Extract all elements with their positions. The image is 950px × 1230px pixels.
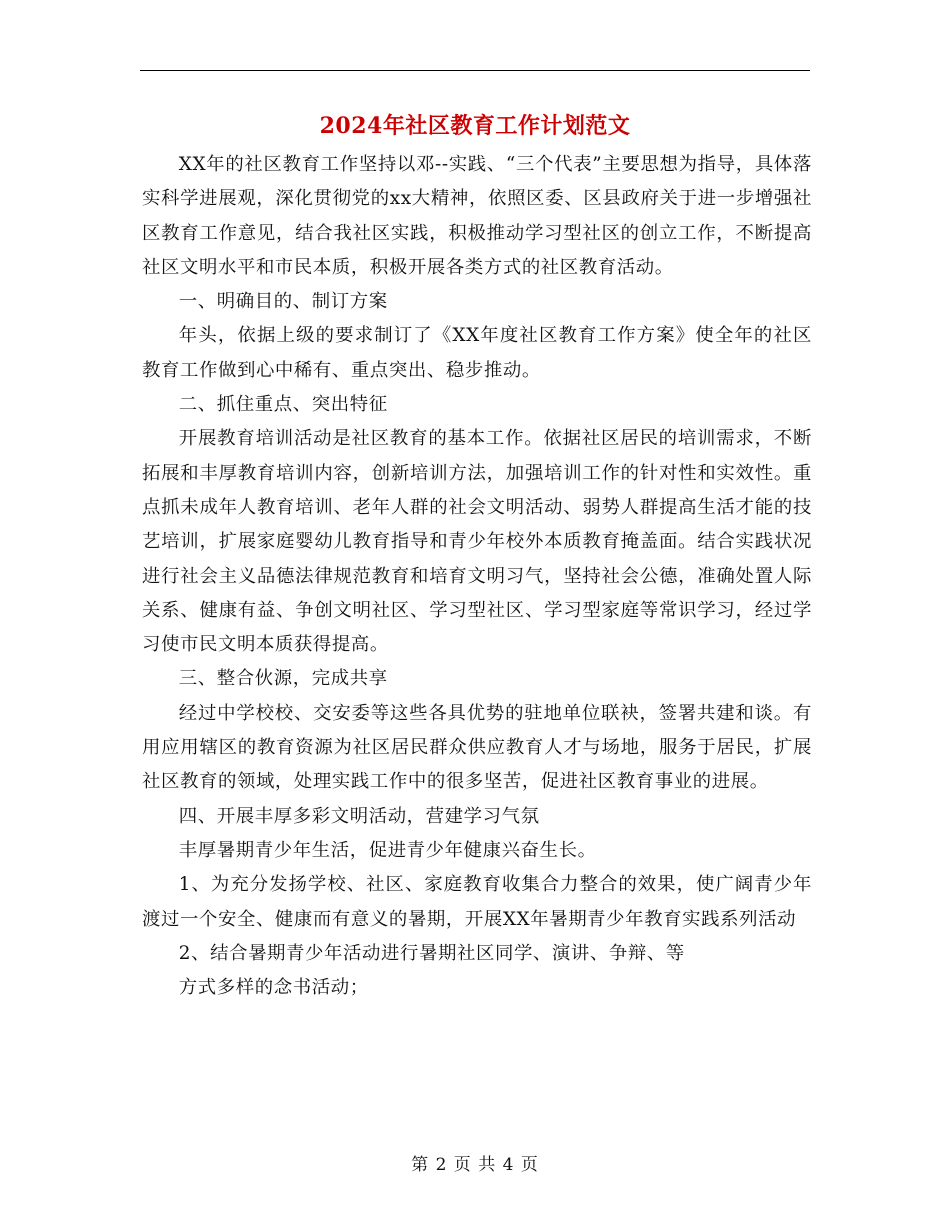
paragraph-section-4: 丰厚暑期青少年生活，促进青少年健康兴奋生长。 xyxy=(178,839,597,861)
paragraph-intro: XX年的社区教育工作坚持以邓--实践、“三个代表”主要思想为指导，具体落实科学进展观，深化贯彻党的xx大精神，依照区委、区县政府关于进一步增强社区教育工作意见，结合我社区实践，积极推动学习型社区的创立工作，不断提高社区文明水平和市民本质，积极开展各类方式的社区教育活动。 xyxy=(142,154,812,278)
list-item-2: 2、结合暑期青少年活动进行暑期社区同学、演讲、争辩、等 xyxy=(178,942,685,964)
section-heading-1: 一、明确目的、制订方案 xyxy=(178,291,388,313)
paragraph-section-2: 开展教育培训活动是社区教育的基本工作。依据社区居民的培训需求，不断拓展和丰厚教育培训内容，创新培训方法，加强培训工作的针对性和实效性。重点抓未成年人教育培训、老年人群的社会文明活动、弱势人群提高生活才能的技艺培训，扩展家庭婴幼儿教育指导和青少年校外本质教育掩盖面。结合实践状况进行社会主义品德法律规范教育和培育文明习气，坚持社会公德，准确处置人际关系、健康有益、争创文明社区、学习型社区、学习型家庭等常识学习，经过学习使市民文明本质获得提高。 xyxy=(142,428,812,656)
section-heading-4: 四、开展丰厚多彩文明活动，营建学习气氛 xyxy=(178,805,540,827)
paragraph-section-3: 经过中学校校、交安委等这些各具优势的驻地单位联袂，签署共建和谈。有用应用辖区的教育资源为社区居民群众供应教育人才与场地，服务于居民，扩展社区教育的领域，处理实践工作中的很多坚苦，促进社区教育事业的进展。 xyxy=(142,702,812,793)
section-heading-3: 三、整合伙源，完成共享 xyxy=(178,668,388,690)
document-body xyxy=(142,148,812,1005)
document-title: 2024年社区教育工作计划范文 xyxy=(319,113,631,139)
header-rule xyxy=(140,70,810,71)
section-heading-2: 二、抓住重点、突出特征 xyxy=(178,394,388,416)
page-footer: 第 2 页 共 4 页 xyxy=(411,1155,539,1175)
paragraph-section-1: 年头，依据上级的要求制订了《XX年度社区教育工作方案》使全年的社区教育工作做到心中稀有、重点突出、稳步推动。 xyxy=(142,325,812,381)
list-item-2-continued: 方式多样的念书活动； xyxy=(178,977,369,999)
list-item-1: 1、为充分发扬学校、社区、家庭教育收集合力整合的效果，使广阔青少年渡过一个安全、健康而有意义的暑期，开展XX年暑期青少年教育实践系列活动 xyxy=(142,874,812,930)
